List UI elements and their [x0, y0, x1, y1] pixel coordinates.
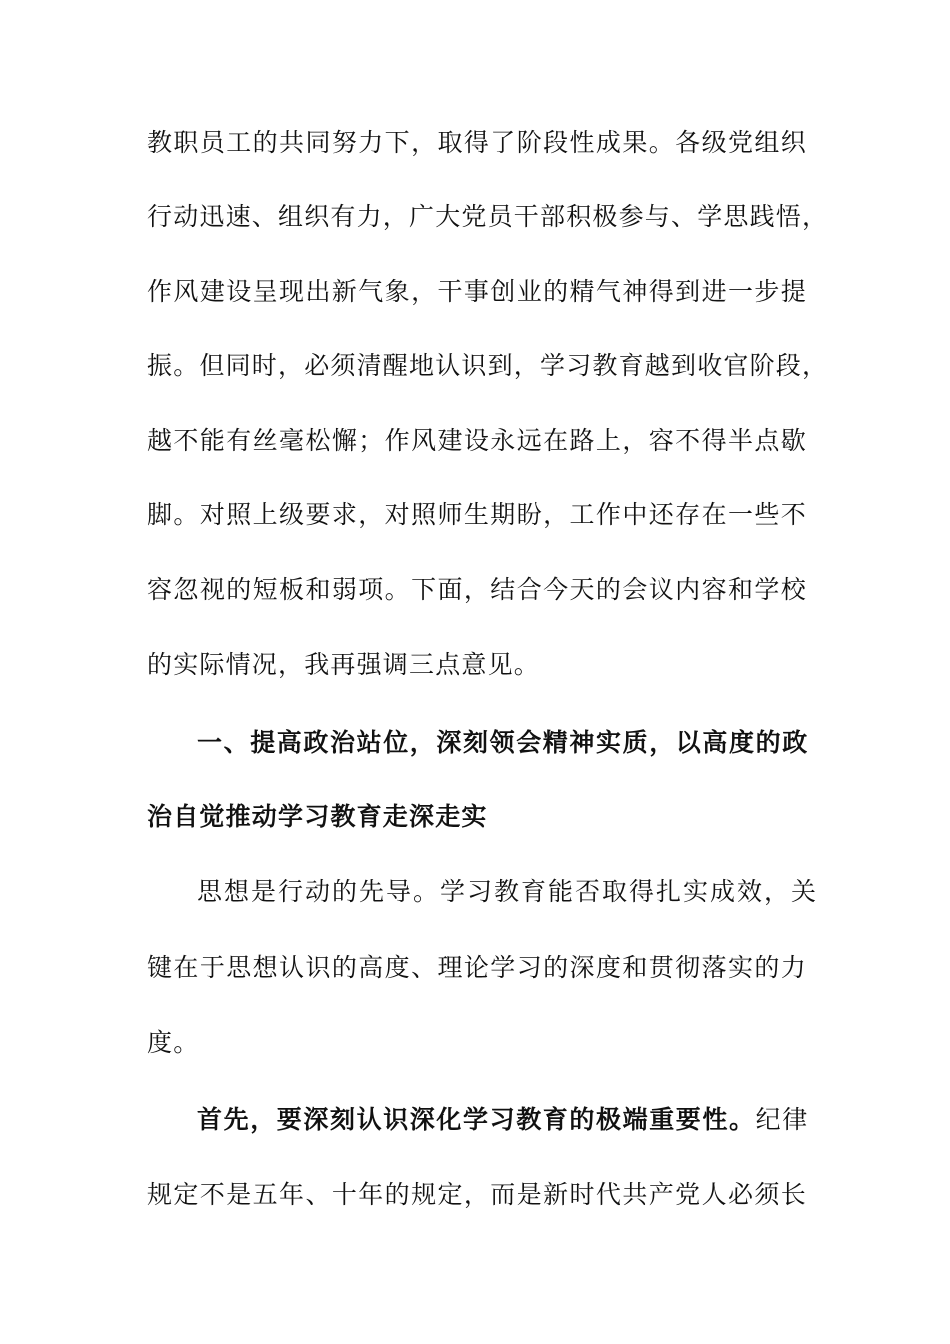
text-line: 越不能有丝毫松懈；作风建设永远在路上，容不得半点歇 — [147, 426, 807, 455]
text-line: 脚。对照上级要求，对照师生期盼，工作中还存在一些不 — [147, 500, 807, 529]
text-line: 度。 — [147, 1028, 200, 1057]
text-line: 键在于思想认识的高度、理论学习的深度和贯彻落实的力 — [147, 953, 807, 982]
text-line: 容忽视的短板和弱项。下面，结合今天的会议内容和学校 — [147, 575, 807, 604]
text-line: 振。但同时，必须清醒地认识到，学习教育越到收官阶段， — [147, 351, 829, 380]
text-line: 思想是行动的先导。学习教育能否取得扎实成效，关 — [197, 877, 819, 906]
text-line: 作风建设呈现出新气象，干事创业的精气神得到进一步提 — [147, 277, 807, 306]
text-line: 教职员工的共同努力下，取得了阶段性成果。各级党组织 — [147, 128, 807, 157]
point-one-line — [197, 1104, 807, 1136]
text-line: 行动迅速、组织有力，广大党员干部积极参与、学思践悟， — [147, 202, 829, 231]
text-line: 的实际情况，我再强调三点意见。 — [147, 650, 541, 679]
point-one-lead: 首先，要深刻认识深化学习教育的极端重要性。 — [197, 1105, 756, 1134]
section-heading-line: 治自觉推动学习教育走深走实 — [147, 802, 488, 831]
text-line: 规定不是五年、十年的规定，而是新时代共产党人必须长 — [147, 1180, 807, 1209]
section-heading-line: 一、提高政治站位，深刻领会精神实质，以高度的政 — [197, 728, 809, 757]
point-one-rest: 纪律 — [755, 1105, 809, 1134]
